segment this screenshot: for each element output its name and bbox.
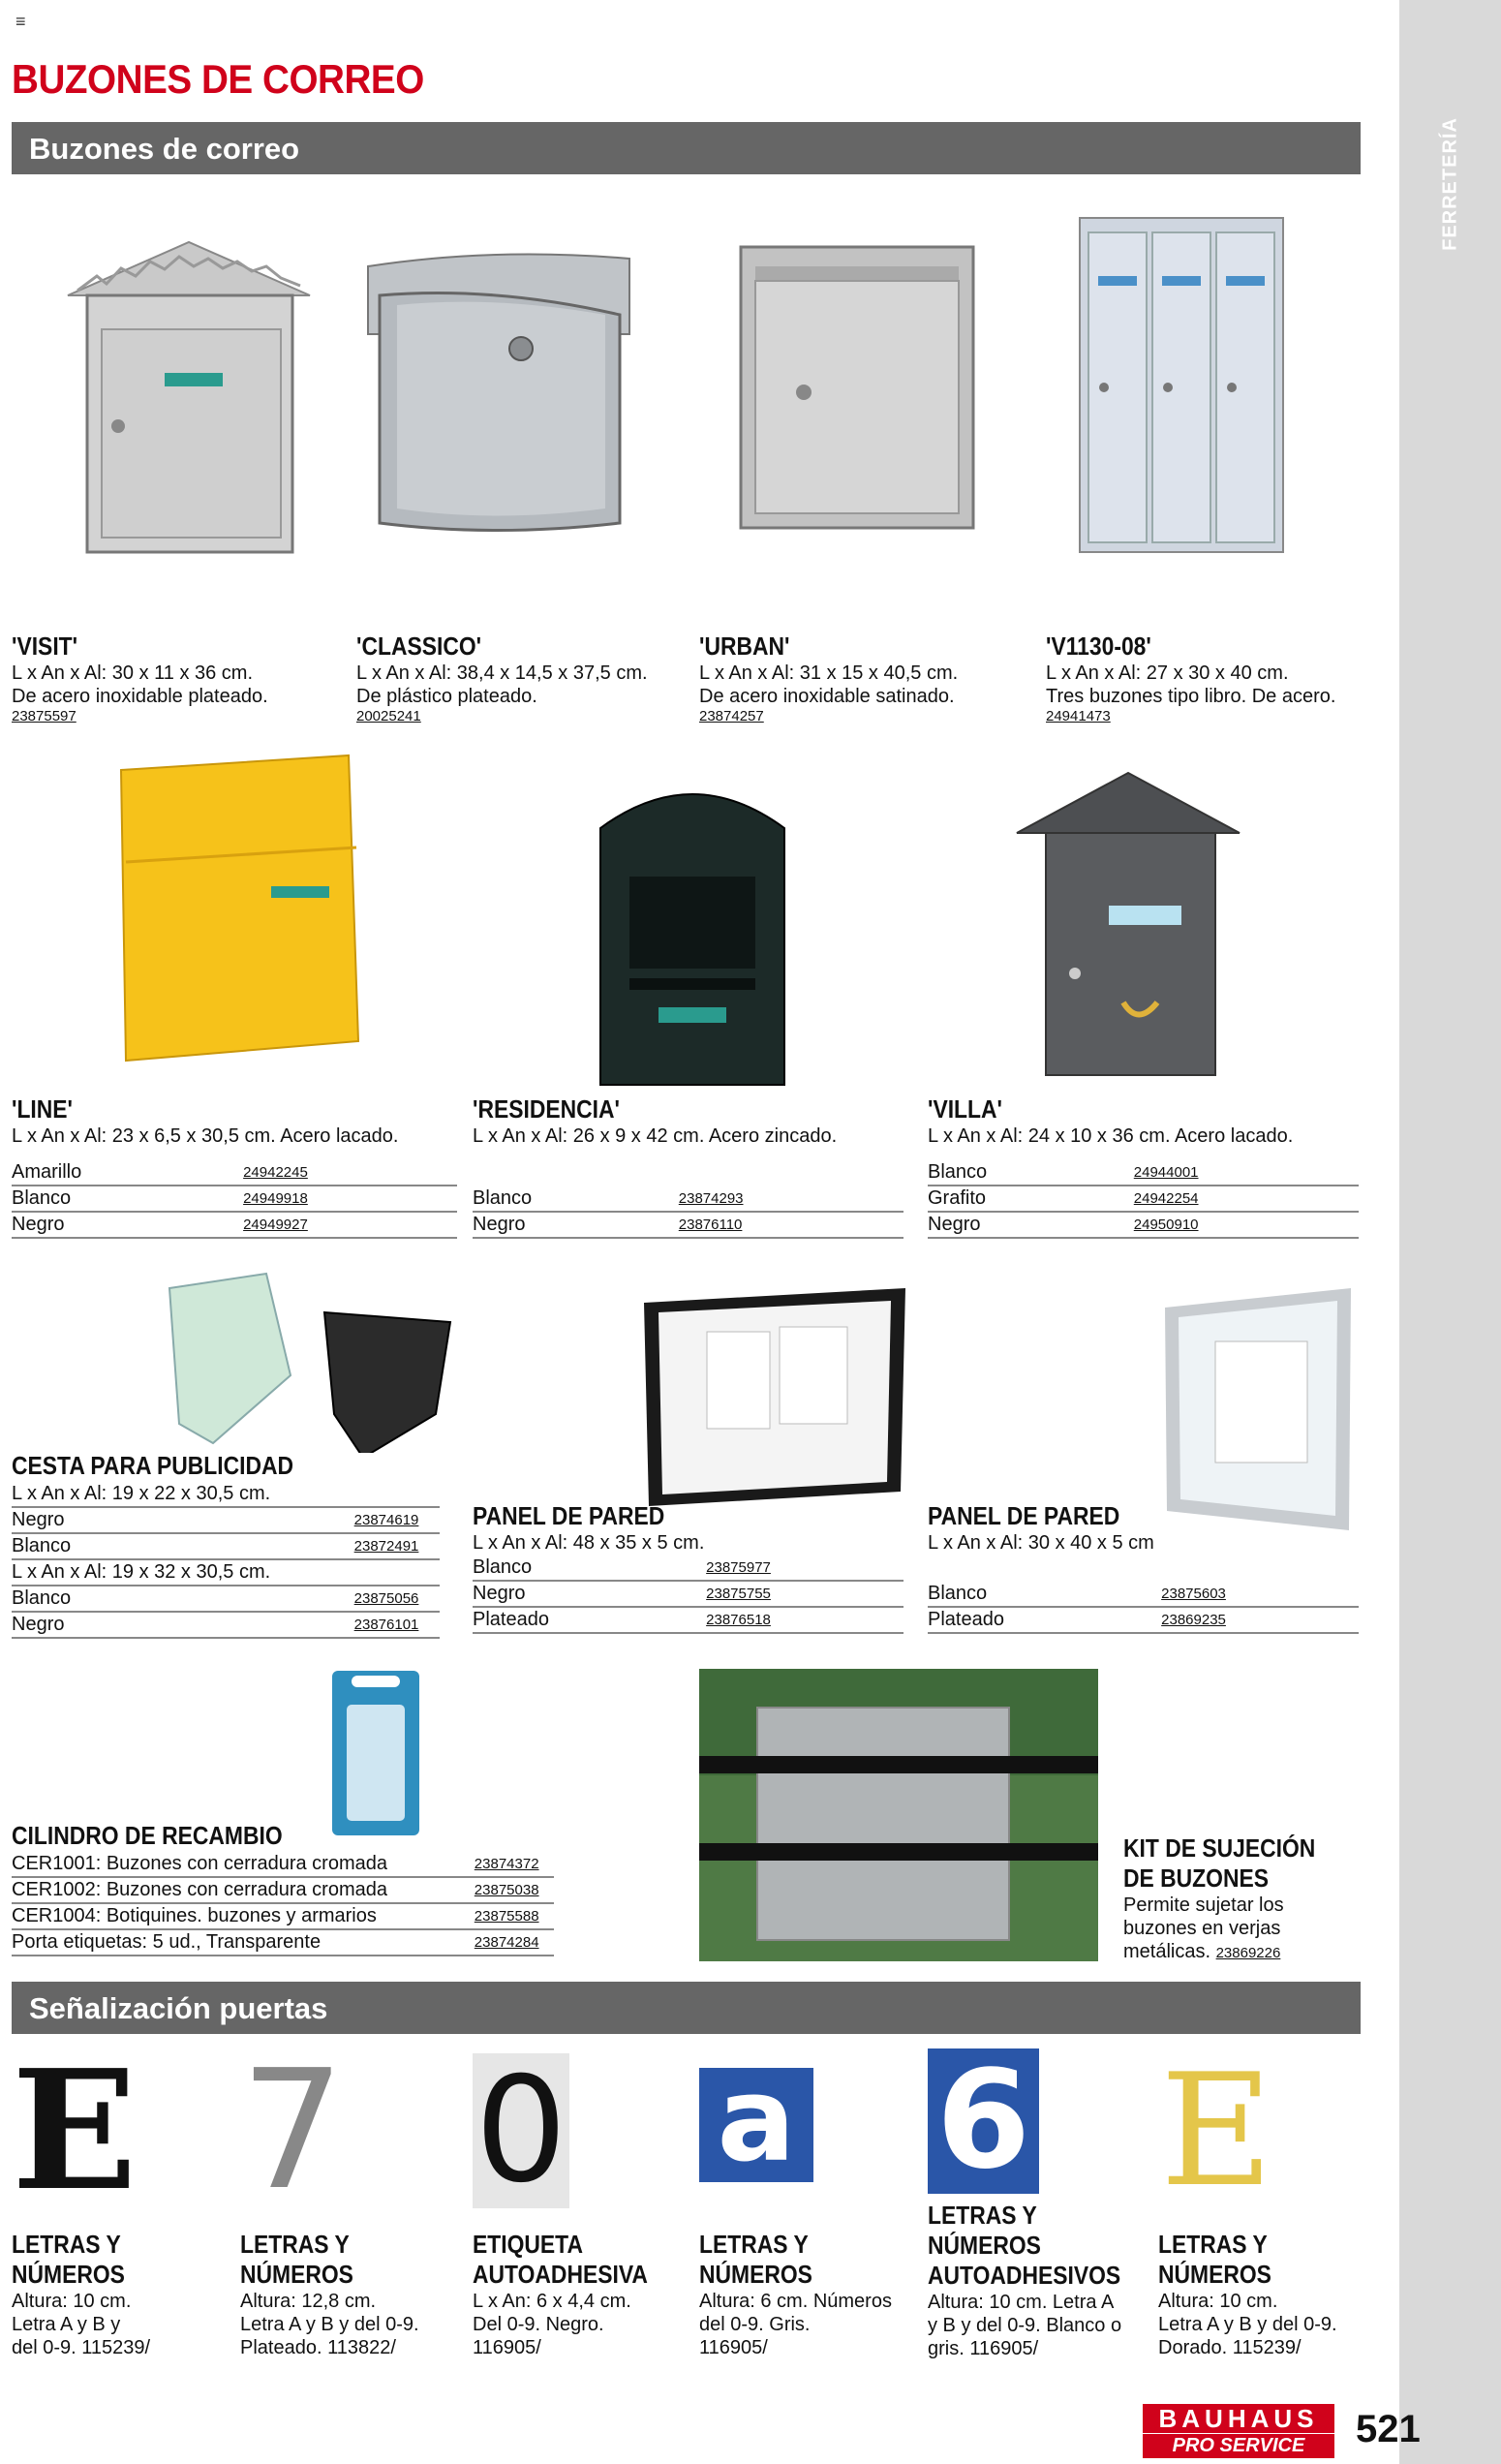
product-name: LETRAS Y bbox=[1158, 2230, 1268, 2259]
variant-ref[interactable]: 24942254 bbox=[1134, 1186, 1359, 1212]
product-description: 116905/ bbox=[473, 2337, 541, 2358]
variant-label: CER1004: Botiquines. buzones y armarios bbox=[12, 1903, 475, 1929]
product-name-line2: NÚMEROS bbox=[699, 2260, 812, 2289]
variant-label: Blanco bbox=[12, 1586, 354, 1612]
product-description: Altura: 10 cm. Letra A bbox=[928, 2292, 1115, 2313]
product-name-line2: NÚMEROS bbox=[12, 2260, 125, 2289]
urban-mailbox-image bbox=[736, 242, 978, 533]
product-name: PANEL DE PARED bbox=[473, 1501, 665, 1530]
product-ref[interactable]: 24941473 bbox=[1046, 708, 1111, 724]
product-name: 'VILLA' bbox=[928, 1094, 1002, 1124]
variant-table bbox=[928, 1159, 1359, 1239]
variant-label: L x An x Al: 19 x 32 x 30,5 cm. bbox=[12, 1559, 354, 1586]
panel-pared-1-image bbox=[639, 1283, 910, 1511]
product-description: y B y del 0-9. Blanco o bbox=[928, 2315, 1122, 2336]
product-name-line2: NÚMEROS bbox=[240, 2260, 353, 2289]
side-tab-label: FERRETERÍA bbox=[1439, 117, 1460, 251]
product-description: Permite sujetar los bbox=[1123, 1894, 1284, 1916]
variant-table bbox=[12, 1851, 554, 1956]
variant-color: Grafito bbox=[928, 1186, 1134, 1212]
table-row bbox=[473, 1555, 904, 1581]
variant-ref[interactable]: 23874619 bbox=[354, 1507, 440, 1533]
variant-color: Negro bbox=[473, 1212, 679, 1238]
letter-e-black-image: E bbox=[12, 2034, 138, 2228]
product-description: L x An: 6 x 4,4 cm. bbox=[473, 2291, 631, 2312]
product-name: 'VISIT' bbox=[12, 631, 78, 661]
variant-ref[interactable]: 23874284 bbox=[475, 1929, 554, 1956]
product-dimensions: L x An x Al: 27 x 30 x 40 cm. bbox=[1046, 662, 1289, 684]
classico-mailbox-image bbox=[358, 247, 639, 538]
table-row bbox=[473, 1581, 904, 1607]
variant-color: Amarillo bbox=[12, 1159, 243, 1186]
variant-label: Porta etiquetas: 5 ud., Transparente bbox=[12, 1929, 475, 1956]
product-line bbox=[12, 1094, 457, 1239]
product-description: Del 0-9. Negro. bbox=[473, 2314, 604, 2335]
product-description: Dorado. 115239/ bbox=[1158, 2337, 1302, 2358]
table-row bbox=[12, 1903, 554, 1929]
page-number: 521 bbox=[1356, 2408, 1421, 2450]
variant-label: L x An x Al: 19 x 22 x 30,5 cm. bbox=[12, 1481, 354, 1507]
variant-label: Negro bbox=[12, 1507, 354, 1533]
product-material: De acero inoxidable satinado. bbox=[699, 686, 955, 707]
v1130-mailbox-image bbox=[1075, 213, 1288, 562]
product-dimensions: L x An x Al: 38,4 x 14,5 x 37,5 cm. bbox=[356, 662, 648, 684]
product-description: L x An x Al: 48 x 35 x 5 cm. bbox=[473, 1532, 705, 1554]
product-material: Tres buzones tipo libro. De acero. bbox=[1046, 686, 1336, 707]
table-row bbox=[928, 1607, 1359, 1633]
product-name: KIT DE SUJECIÓN bbox=[1123, 1833, 1316, 1863]
table-row bbox=[928, 1159, 1359, 1186]
variant-label: CER1002: Buzones con cerradura cromada bbox=[12, 1877, 475, 1903]
product-name: ETIQUETA bbox=[473, 2230, 583, 2259]
table-row bbox=[928, 1581, 1359, 1607]
variant-ref[interactable]: 23874372 bbox=[475, 1851, 554, 1877]
product-v1130 bbox=[1046, 631, 1335, 724]
variant-color: Blanco bbox=[928, 1159, 1134, 1186]
line-mailbox-image bbox=[116, 751, 368, 1070]
product-dimensions: L x An x Al: 30 x 11 x 36 cm. bbox=[12, 662, 254, 684]
table-row bbox=[473, 1212, 904, 1238]
table-row bbox=[928, 1186, 1359, 1212]
variant-color: Blanco bbox=[473, 1186, 679, 1212]
product-kit bbox=[1123, 1833, 1341, 1965]
variant-ref[interactable]: 23876518 bbox=[706, 1607, 904, 1633]
section-header-mailboxes: Buzones de correo bbox=[12, 122, 1361, 174]
product-description: del 0-9. 115239/ bbox=[12, 2337, 151, 2358]
table-row bbox=[12, 1481, 440, 1507]
product-panel-1 bbox=[473, 1501, 904, 1634]
table-row bbox=[12, 1929, 554, 1956]
variant-table bbox=[12, 1159, 457, 1239]
product-cilindro bbox=[12, 1821, 554, 1956]
letter-e-gold-image: E bbox=[1160, 2040, 1273, 2221]
variant-ref[interactable]: 24944001 bbox=[1134, 1159, 1359, 1186]
variant-color: Blanco bbox=[12, 1186, 243, 1212]
product-name: LETRAS Y bbox=[699, 2230, 809, 2259]
variant-color: Negro bbox=[473, 1581, 706, 1607]
table-row bbox=[12, 1612, 440, 1638]
table-row bbox=[12, 1586, 440, 1612]
variant-ref[interactable]: 24950910 bbox=[1134, 1212, 1359, 1238]
product-material: De plástico plateado. bbox=[356, 686, 537, 707]
table-row bbox=[12, 1877, 554, 1903]
product-ref[interactable]: 23874257 bbox=[699, 708, 764, 724]
product-description: L x An x Al: 30 x 40 x 5 cm bbox=[928, 1532, 1154, 1554]
product-description: L x An x Al: 24 x 10 x 36 cm. Acero lacado. bbox=[928, 1125, 1294, 1147]
brand-name: BAUHAUS bbox=[1143, 2404, 1334, 2433]
table-row bbox=[928, 1212, 1359, 1238]
product-description: L x An x Al: 23 x 6,5 x 30,5 cm. Acero lacado. bbox=[12, 1125, 399, 1147]
variant-table bbox=[473, 1186, 904, 1239]
table-row bbox=[12, 1159, 457, 1186]
product-panel-2 bbox=[928, 1501, 1359, 1634]
product-classico bbox=[356, 631, 648, 724]
product-description: Letra A y B y del 0-9. bbox=[240, 2314, 419, 2335]
bauhaus-logo bbox=[1143, 2404, 1334, 2458]
number-0-sticker-image: 0 bbox=[473, 2053, 569, 2208]
product-name: 'RESIDENCIA' bbox=[473, 1094, 621, 1124]
variant-ref bbox=[354, 1559, 440, 1586]
variant-ref[interactable]: 23876110 bbox=[679, 1212, 904, 1238]
product-description: L x An x Al: 26 x 9 x 42 cm. Acero zincado. bbox=[473, 1125, 838, 1147]
product-ref[interactable]: 23875597 bbox=[12, 708, 77, 724]
product-description: Altura: 10 cm. bbox=[12, 2291, 132, 2312]
variant-ref[interactable]: 23875977 bbox=[706, 1555, 904, 1581]
product-name-line2: NÚMEROS bbox=[1158, 2260, 1271, 2289]
variant-ref[interactable]: 23876101 bbox=[354, 1612, 440, 1638]
product-description: 116905/ bbox=[699, 2337, 768, 2358]
product-description: Plateado. 113822/ bbox=[240, 2337, 396, 2358]
product-ref[interactable]: 23869226 bbox=[1215, 1945, 1281, 1961]
letter-a-blue-image: a bbox=[699, 2068, 813, 2182]
variant-table bbox=[12, 1481, 440, 1639]
variant-ref[interactable]: 23875603 bbox=[1161, 1581, 1359, 1607]
table-row bbox=[12, 1533, 440, 1559]
variant-ref[interactable]: 23875056 bbox=[354, 1586, 440, 1612]
section-header-door-signs: Señalización puertas bbox=[12, 1982, 1361, 2034]
product-name: 'LINE' bbox=[12, 1094, 74, 1124]
sign-product-1 bbox=[12, 2230, 150, 2359]
variant-color: Negro bbox=[12, 1212, 243, 1238]
brand-subtitle: PRO SERVICE bbox=[1143, 2434, 1334, 2458]
product-description: del 0-9. Gris. bbox=[699, 2314, 811, 2335]
product-description: buzones en verjas bbox=[1123, 1918, 1281, 1939]
visit-mailbox-image bbox=[58, 237, 320, 562]
product-name: LETRAS Y bbox=[240, 2230, 350, 2259]
menu-icon[interactable]: ≡ bbox=[15, 12, 26, 31]
product-dimensions: L x An x Al: 31 x 15 x 40,5 cm. bbox=[699, 662, 959, 684]
variant-ref[interactable]: 24949918 bbox=[243, 1186, 457, 1212]
product-name-line3: AUTOADHESIVOS bbox=[928, 2261, 1121, 2290]
variant-ref[interactable]: 23875755 bbox=[706, 1581, 904, 1607]
variant-ref[interactable]: 23872491 bbox=[354, 1533, 440, 1559]
number-6-blue-image: 6 bbox=[928, 2048, 1039, 2194]
product-residencia bbox=[473, 1094, 904, 1239]
product-name: PANEL DE PARED bbox=[928, 1501, 1120, 1530]
variant-ref[interactable]: 23875588 bbox=[475, 1903, 554, 1929]
cilindro-pack-image bbox=[327, 1666, 424, 1840]
product-description: Letra A y B y bbox=[12, 2314, 121, 2335]
product-urban bbox=[699, 631, 958, 724]
cesta-publicidad-image bbox=[160, 1269, 455, 1453]
variant-label: CER1001: Buzones con cerradura cromada bbox=[12, 1851, 475, 1877]
product-name: 'URBAN' bbox=[699, 631, 790, 661]
table-row bbox=[12, 1559, 440, 1586]
variant-color: Blanco bbox=[473, 1555, 706, 1581]
variant-ref[interactable]: 24949927 bbox=[243, 1212, 457, 1238]
table-row bbox=[473, 1186, 904, 1212]
product-name: LETRAS Y bbox=[928, 2201, 1037, 2230]
sign-product-6 bbox=[1158, 2230, 1337, 2359]
product-name-line2: NÚMEROS bbox=[928, 2231, 1041, 2260]
page-title: BUZONES DE CORREO bbox=[12, 56, 424, 102]
table-row bbox=[473, 1607, 904, 1633]
variant-table bbox=[473, 1555, 904, 1634]
sign-product-4 bbox=[699, 2230, 892, 2359]
product-ref[interactable]: 20025241 bbox=[356, 708, 421, 724]
product-name: 'V1130-08' bbox=[1046, 631, 1151, 661]
product-name: LETRAS Y bbox=[12, 2230, 121, 2259]
table-row bbox=[12, 1212, 457, 1238]
variant-color: Plateado bbox=[473, 1607, 706, 1633]
variant-label: Negro bbox=[12, 1612, 354, 1638]
residencia-mailbox-image bbox=[591, 770, 794, 1090]
product-name: CESTA PARA PUBLICIDAD bbox=[12, 1451, 294, 1480]
product-name: 'CLASSICO' bbox=[356, 631, 482, 661]
variant-color: Plateado bbox=[928, 1607, 1161, 1633]
kit-sujecion-photo bbox=[699, 1669, 1098, 1961]
product-description: Letra A y B y del 0-9. bbox=[1158, 2314, 1337, 2335]
product-description: metálicas. 23869226 bbox=[1123, 1941, 1281, 1962]
product-villa bbox=[928, 1094, 1359, 1239]
variant-color: Blanco bbox=[928, 1581, 1161, 1607]
variant-ref[interactable]: 24942245 bbox=[243, 1159, 457, 1186]
product-description: Altura: 12,8 cm. bbox=[240, 2291, 377, 2312]
sign-product-3 bbox=[473, 2230, 672, 2359]
villa-mailbox-image bbox=[1012, 770, 1244, 1085]
sign-product-5 bbox=[928, 2201, 1147, 2360]
product-visit bbox=[12, 631, 268, 724]
product-name-line2: AUTOADHESIVA bbox=[473, 2260, 648, 2289]
product-material: De acero inoxidable plateado. bbox=[12, 686, 268, 707]
product-description: gris. 116905/ bbox=[928, 2338, 1039, 2359]
variant-color: Negro bbox=[928, 1212, 1134, 1238]
variant-ref bbox=[354, 1481, 440, 1507]
variant-label: Blanco bbox=[12, 1533, 354, 1559]
variant-table bbox=[928, 1581, 1359, 1634]
product-name: CILINDRO DE RECAMBIO bbox=[12, 1821, 283, 1850]
number-7-silver-image: 7 bbox=[240, 2035, 346, 2227]
variant-ref[interactable]: 23875038 bbox=[475, 1877, 554, 1903]
product-description: Altura: 6 cm. Números bbox=[699, 2291, 892, 2312]
table-row bbox=[12, 1186, 457, 1212]
table-row bbox=[12, 1507, 440, 1533]
variant-ref[interactable]: 23869235 bbox=[1161, 1607, 1359, 1633]
product-cesta bbox=[12, 1451, 440, 1639]
product-name-line2: DE BUZONES bbox=[1123, 1863, 1270, 1893]
variant-ref[interactable]: 23874293 bbox=[679, 1186, 904, 1212]
table-row bbox=[12, 1851, 554, 1877]
side-tab-bar bbox=[1399, 0, 1501, 2464]
product-description: Altura: 10 cm. bbox=[1158, 2291, 1278, 2312]
sign-product-2 bbox=[240, 2230, 419, 2359]
